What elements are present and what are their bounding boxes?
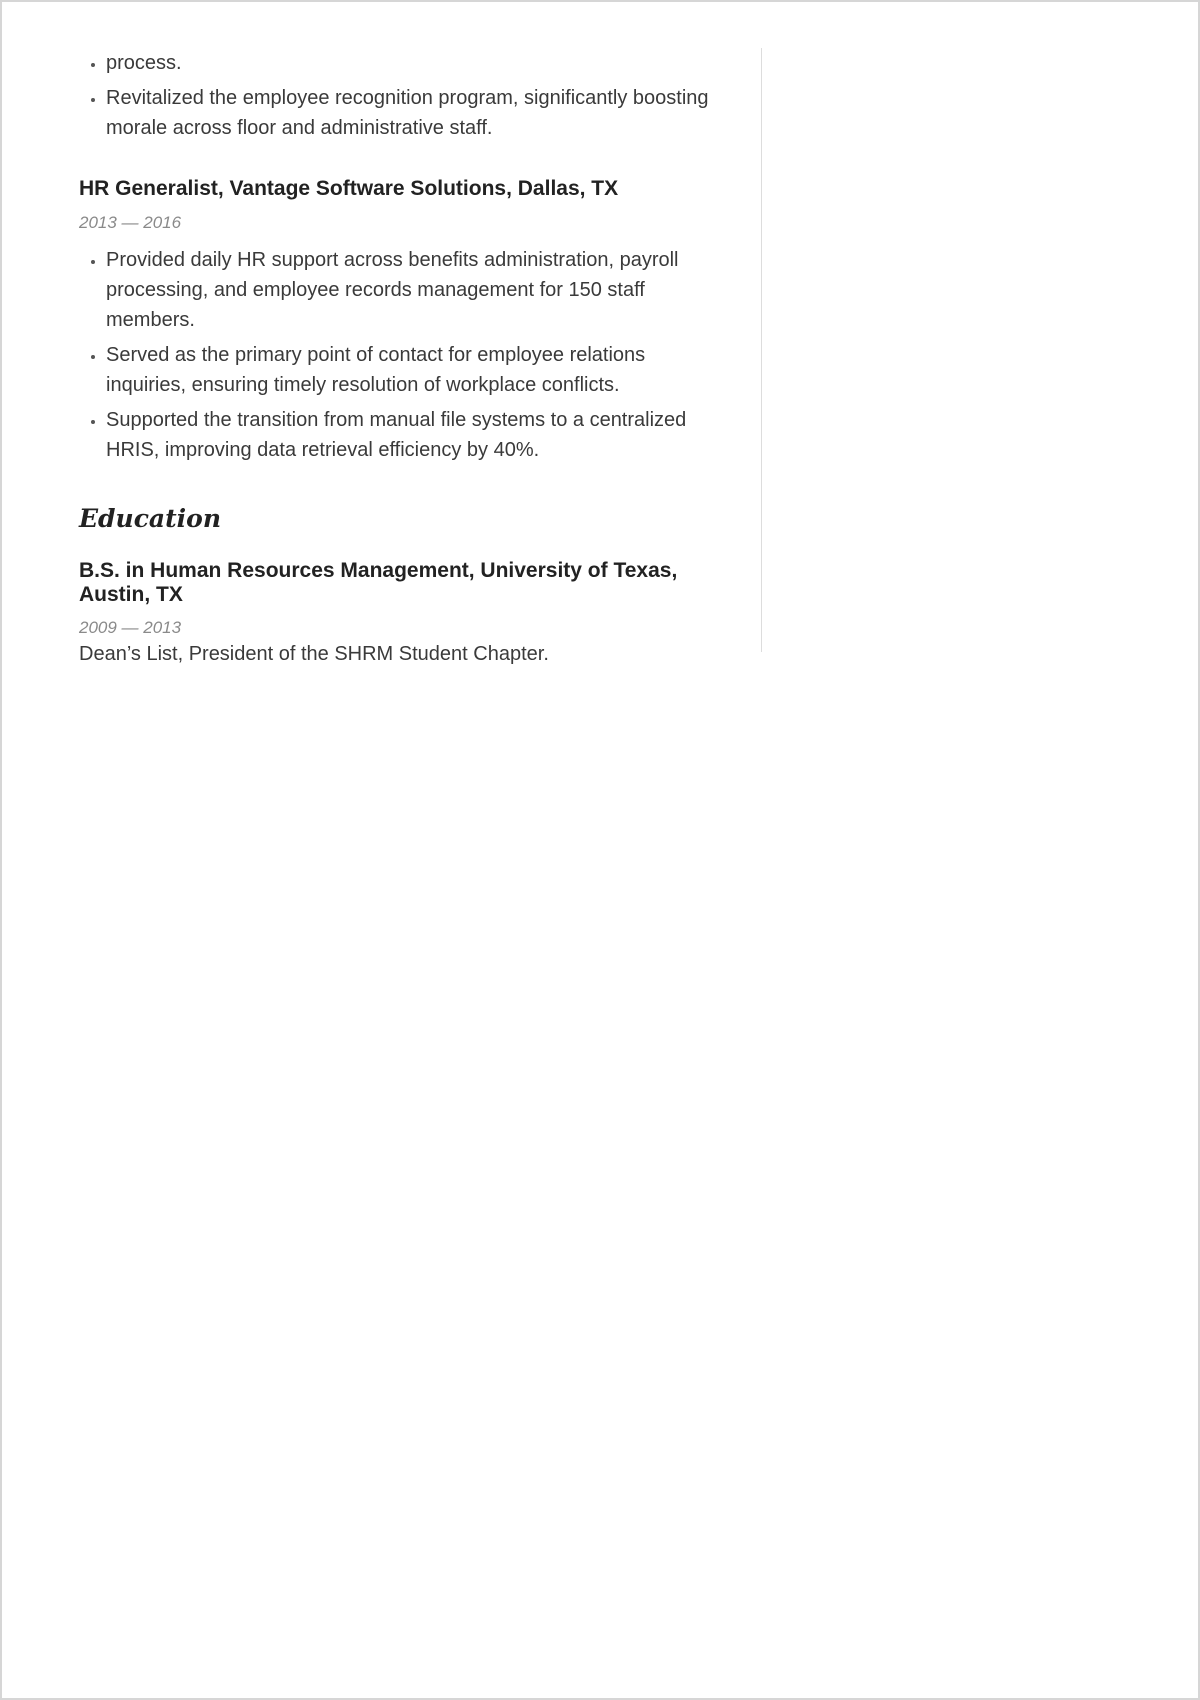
job-entry	[79, 176, 721, 465]
job-title: HR Generalist, Vantage Software Solutions, Dallas, TX	[79, 177, 619, 200]
education-heading: Education	[79, 504, 222, 533]
education-entry	[79, 559, 721, 667]
continued-experience-bullets	[79, 48, 721, 143]
degree-title: B.S. in Human Resources Management, University of Texas, Austin, TX	[79, 559, 678, 606]
bullet-item: • process.	[106, 48, 721, 78]
education-dates: 2009 — 2013	[79, 618, 182, 637]
bullet-item: • Supported the transition from manual file systems to a centralized HRIS, improving data retrieval efficiency by 40%.	[106, 405, 721, 465]
bullet-item: • Served as the primary point of contact for employee relations inquiries, ensuring timely resolution of workplace conflicts.	[106, 340, 721, 400]
job-dates: 2013 — 2016	[79, 213, 182, 232]
column-divider	[761, 48, 762, 652]
bullet-item: • Provided daily HR support across benefits administration, payroll processing, and employee records management for 150 staff members.	[106, 245, 721, 335]
education-note: Dean’s List, President of the SHRM Student Chapter.	[79, 643, 549, 665]
bullet-item: • Revitalized the employee recognition program, significantly boosting morale across floor and administrative staff.	[106, 83, 721, 143]
job-bullets	[79, 245, 721, 465]
main-column	[79, 48, 721, 667]
